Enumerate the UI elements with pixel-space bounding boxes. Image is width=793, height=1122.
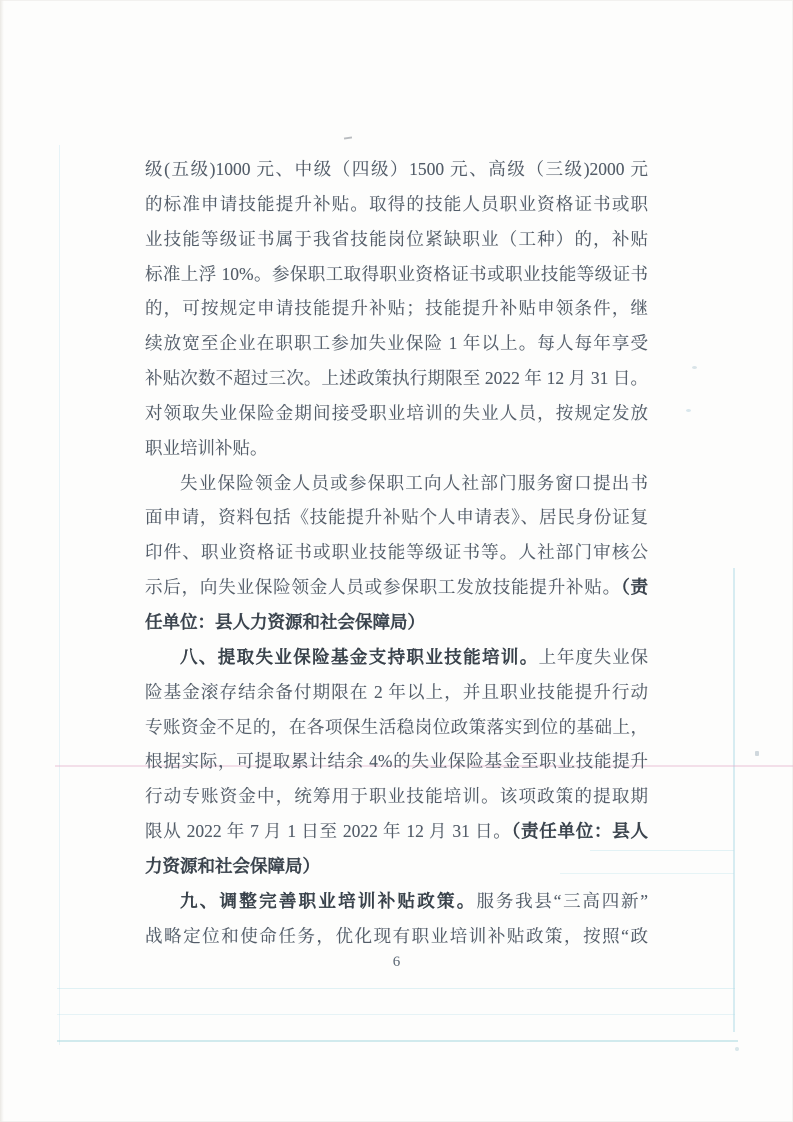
text-line [145,919,648,954]
page-number: 6 [392,954,401,970]
text-line [145,152,648,187]
text-line [145,849,648,884]
responsibility-unit-text: 任单位：县人力资源和社会保障局） [145,611,425,632]
text-line [145,257,648,292]
scan-artifact-rule [57,1040,738,1042]
text-segment: 标准上浮 10%。参保职工取得职业资格证书或职业技能等级证书 [145,263,648,284]
scan-edge-shadow [0,0,4,1122]
scan-speck [735,1047,739,1051]
text-line [145,675,648,710]
text-segment: 级(五级)1000 元、中级（四级）1500 元、高级（三级)2000 元 [145,159,648,179]
text-segment: 印件、职业资格证书或职业技能等级证书等。人社部门审核公 [145,542,648,563]
text-line [145,779,648,814]
text-segment: 战略定位和使命任务，优化现有职业培训补贴政策，按照“政 [145,925,648,946]
responsibility-unit-text: （责 [620,577,648,598]
text-line [145,744,648,779]
text-segment: 的，可按规定申请技能提升补贴；技能提升补贴申领条件，继 [145,298,648,319]
scan-speck [686,409,691,412]
responsibility-unit-text: 力资源和社会保障局） [145,855,320,876]
scan-artifact-rule [57,988,735,989]
scan-artifact-vertical-rule-left [59,145,60,1045]
section-heading-9: 九、调整完善职业培训补贴政策。 [180,890,477,911]
text-line [145,570,648,605]
text-line [145,361,648,396]
text-segment: 补贴次数不超过三次。上述政策执行期限至 2022 年 12 月 31 日。 [145,368,648,389]
section-heading-8: 八、提取失业保险基金支持职业技能培训。 [180,646,539,667]
text-segment: 失业保险领金人员或参保职工向人社部门服务窗口提出书 [180,472,648,493]
text-segment: 示后，向失业保险领金人员或参保职工发放技能提升补贴。 [145,577,621,598]
text-segment: 专账资金不足的，在各项保生活稳岗位政策落实到位的基础上， [145,716,648,737]
responsibility-unit-text: （责任单位：县人 [511,821,648,842]
scan-artifact-vertical-rule-right [733,568,735,1032]
text-line [145,187,648,222]
text-line [145,291,648,326]
scan-artifact-rule [57,1014,735,1015]
text-line [145,466,648,501]
text-segment: 根据实际，可提取累计结余 4%的失业保险基金至职业技能提升 [145,751,648,772]
text-segment: 业技能等级证书属于我省技能岗位紧缺职业（工种）的，补贴 [145,228,648,249]
text-segment: 限从 2022 年 7 月 1 日至 2022 年 12 月 31 日。 [145,821,512,842]
text-line [145,535,648,570]
text-line [145,396,648,431]
text-line [145,814,648,849]
text-line [145,605,648,640]
text-line [145,710,648,745]
text-segment: 上年度失业保 [538,646,648,667]
text-line [145,500,648,535]
scan-speck [344,136,352,139]
text-line [145,222,648,257]
text-line [145,431,648,466]
text-segment: 的标准申请技能提升补贴。取得的技能人员职业资格证书或职 [145,193,648,214]
text-segment: 行动专账资金中，统筹用于职业技能培训。该项政策的提取期 [145,786,648,807]
text-line [145,326,648,361]
text-segment: 服务我县“三高四新” [476,890,648,911]
text-segment: 险基金滚存结余备付期限在 2 年以上，并且职业技能提升行动 [145,681,648,702]
text-segment: 续放宽至企业在职职工参加失业保险 1 年以上。每人每年享受 [145,333,648,354]
document-body [145,152,648,953]
text-line [145,884,648,919]
scan-speck [692,366,697,369]
text-segment: 面申请，资料包括《技能提升补贴个人申请表》、居民身份证复 [145,507,648,528]
text-line [145,640,648,675]
scan-speck [755,751,759,756]
text-segment: 对领取失业保险金期间接受职业培训的失业人员，按规定发放 [145,402,648,423]
text-segment: 职业培训补贴。 [145,437,268,458]
